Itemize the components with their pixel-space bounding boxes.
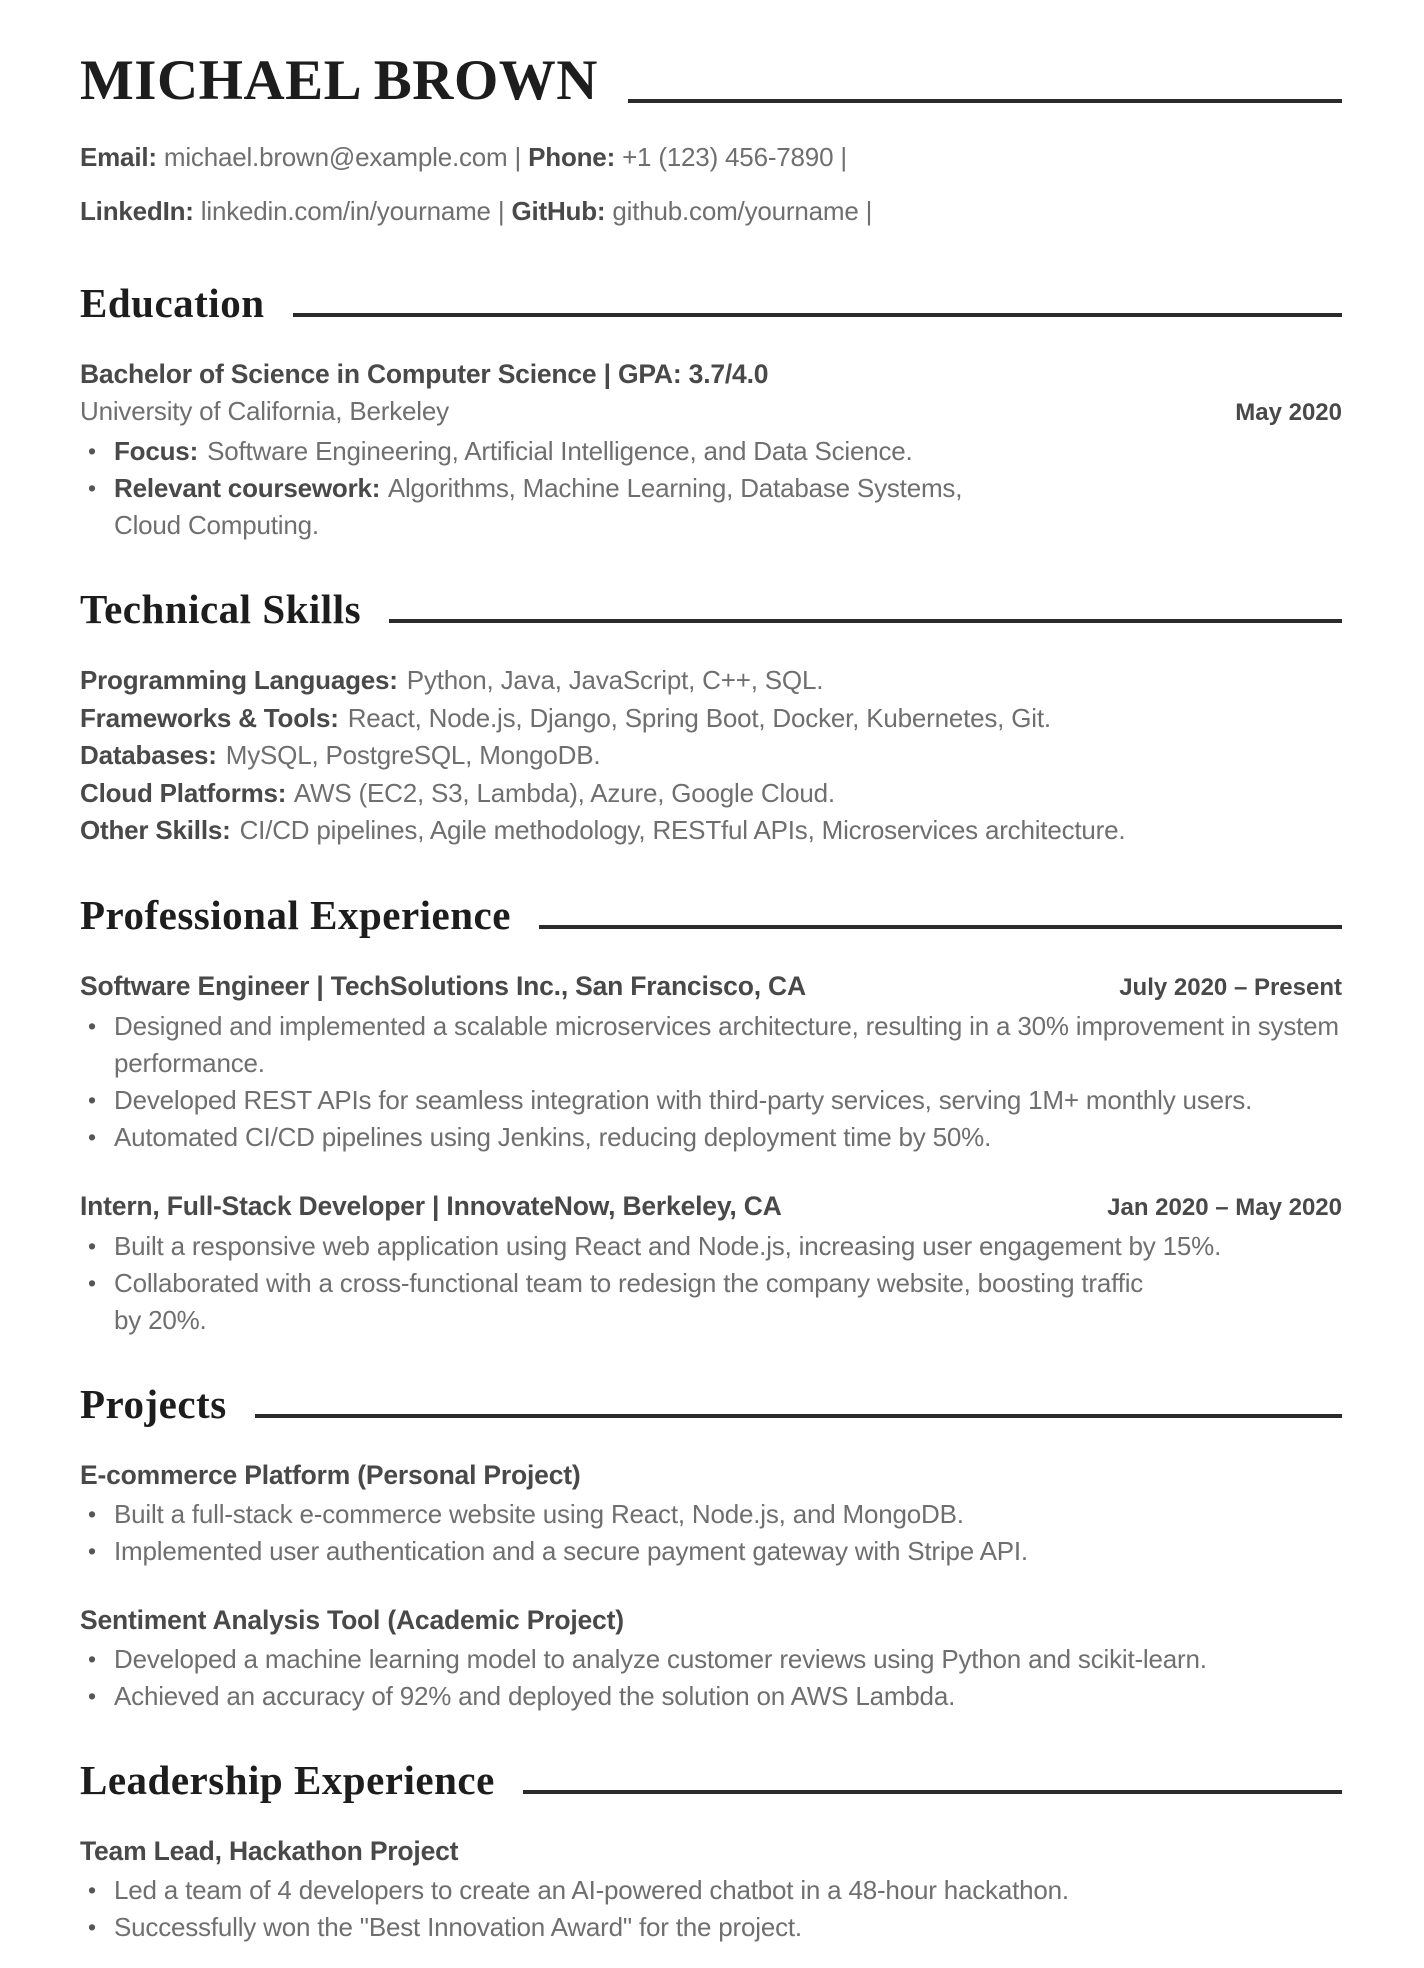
list-item (80, 433, 1342, 470)
bullet-label: Relevant coursework: (114, 473, 381, 503)
bullet-text: Developed a machine learning model to analyze customer reviews using Python and scikit-learn. (114, 1643, 1207, 1674)
skill-label: Programming Languages: (80, 665, 398, 695)
leadership-bullets (80, 1872, 1342, 1946)
section-heading-row (80, 586, 1342, 632)
school-row (80, 393, 1342, 431)
education-entry (80, 356, 1342, 544)
project-title: Sentiment Analysis Tool (Academic Project) (80, 1604, 624, 1635)
list-item (80, 1119, 1342, 1156)
skill-row (80, 812, 1342, 850)
skill-label: Databases: (80, 740, 217, 770)
job-title-row (80, 968, 1342, 1006)
skill-row (80, 700, 1342, 738)
section-rule (389, 619, 1342, 623)
section-technical-skills (80, 586, 1342, 850)
bullet-label: Focus: (114, 436, 199, 466)
page-title: MICHAEL BROWN (80, 49, 598, 112)
separator: | (514, 142, 522, 172)
section-rule (293, 313, 1343, 317)
education-bullets (80, 433, 1342, 544)
list-item (80, 1678, 1342, 1715)
professional-experience-heading: Professional Experience (80, 891, 511, 938)
section-heading-row (80, 892, 1342, 938)
contact-line-linkedin-github (80, 184, 1342, 238)
list-item (80, 1533, 1342, 1570)
section-rule (523, 1790, 1342, 1794)
skill-row (80, 775, 1342, 813)
bullet-text: Successfully won the "Best Innovation Award" for the project. (114, 1911, 802, 1942)
school-name: University of California, Berkeley (80, 396, 449, 426)
bullet-text: Collaborated with a cross-functional team to redesign the company website, boosting traffic by 20%. (114, 1267, 1144, 1335)
list-item (80, 1909, 1342, 1946)
list-item (80, 1496, 1342, 1533)
skill-label: Frameworks & Tools: (80, 702, 339, 733)
project-entry (80, 1602, 1342, 1715)
skill-label: Other Skills: (80, 815, 231, 845)
email-value: michael.brown@example.com (163, 142, 508, 172)
section-heading-row (80, 280, 1342, 326)
projects-heading: Projects (80, 1380, 227, 1427)
skill-row (80, 662, 1342, 700)
section-projects (80, 1381, 1342, 1715)
bullet-text: Implemented user authentication and a secure payment gateway with Stripe API. (114, 1535, 1028, 1566)
bullet-text: Algorithms, Machine Learning, Database Systems, Cloud Computing. (114, 473, 963, 540)
skills-list (80, 662, 1342, 850)
bullet-text: Led a team of 4 developers to create an AI-powered chatbot in a 48-hour hackathon. (114, 1874, 1069, 1905)
skill-row (80, 737, 1342, 775)
header-rule (628, 99, 1342, 103)
leadership-title-row (80, 1833, 1342, 1870)
bullet-text: Software Engineering, Artificial Intelligence, and Data Science. (207, 436, 913, 466)
leadership-entry (80, 1833, 1342, 1946)
separator: | (840, 142, 847, 172)
job-title-row (80, 1188, 1342, 1226)
github-label: GitHub: (511, 196, 606, 226)
phone-label: Phone: (528, 142, 616, 172)
job-entry (80, 968, 1342, 1156)
github-value: github.com/yourname (612, 196, 859, 226)
bullet-text: Designed and implemented a scalable microservices architecture, resulting in a 30% improvement in system performance. (114, 1010, 1339, 1078)
list-item (80, 1228, 1342, 1265)
separator: | (865, 196, 873, 226)
section-leadership-experience (80, 1757, 1342, 1946)
skill-text: React, Node.js, Django, Spring Boot, Docker, Kubernetes, Git. (347, 702, 1051, 733)
skill-label: Cloud Platforms: (80, 777, 287, 808)
job-entry (80, 1188, 1342, 1339)
list-item (80, 1008, 1342, 1082)
degree-title: Bachelor of Science in Computer Science | GPA: 3.7/4.0 (80, 359, 769, 389)
leadership-experience-heading: Leadership Experience (80, 1756, 495, 1803)
degree-row (80, 356, 1342, 393)
contact-line-email-phone (80, 130, 1342, 184)
project-title: E-commerce Platform (Personal Project) (80, 1459, 581, 1490)
bullet-text: Developed REST APIs for seamless integration with third-party services, serving 1M+ monthly users. (114, 1084, 1253, 1115)
project-bullets (80, 1641, 1342, 1715)
job-title: Software Engineer | TechSolutions Inc., San Francisco, CA (80, 970, 806, 1001)
project-title-row (80, 1602, 1342, 1639)
leadership-title: Team Lead, Hackathon Project (80, 1835, 459, 1866)
project-bullets (80, 1496, 1342, 1570)
project-title-row (80, 1457, 1342, 1494)
email-label: Email: (80, 142, 157, 172)
bullet-text: Achieved an accuracy of 92% and deployed the solution on AWS Lambda. (114, 1680, 956, 1711)
section-rule (539, 925, 1342, 929)
education-date: May 2020 (1235, 399, 1342, 426)
list-item (80, 1265, 1155, 1339)
skill-text: CI/CD pipelines, Agile methodology, RESTful APIs, Microservices architecture. (239, 815, 1126, 845)
header (80, 49, 1342, 112)
section-heading-row (80, 1381, 1342, 1427)
list-item (80, 1641, 1342, 1678)
bullet-text: Built a full-stack e-commerce website using React, Node.js, and MongoDB. (114, 1498, 964, 1529)
job-date: July 2020 – Present (1119, 973, 1342, 1001)
job-bullets (80, 1008, 1342, 1156)
project-entry (80, 1457, 1342, 1570)
list-item (80, 1082, 1342, 1119)
skill-text: MySQL, PostgreSQL, MongoDB. (225, 740, 601, 770)
section-education (80, 280, 1342, 544)
list-item (80, 470, 985, 544)
bullet-text: Built a responsive web application using React and Node.js, increasing user engagement by 15%. (114, 1230, 1222, 1261)
bullet-text: Automated CI/CD pipelines using Jenkins, reducing deployment time by 50%. (114, 1121, 992, 1152)
section-rule (255, 1414, 1342, 1418)
separator: | (497, 196, 505, 226)
contact-info (80, 130, 1342, 238)
section-professional-experience (80, 892, 1342, 1339)
job-bullets (80, 1228, 1342, 1339)
linkedin-label: LinkedIn: (80, 196, 194, 226)
education-heading: Education (80, 280, 265, 326)
section-heading-row (80, 1757, 1342, 1803)
job-title: Intern, Full-Stack Developer | InnovateNow, Berkeley, CA (80, 1190, 782, 1221)
phone-value: +1 (123) 456-7890 (622, 142, 834, 172)
list-item (80, 1872, 1342, 1909)
technical-skills-heading: Technical Skills (80, 586, 362, 632)
skill-text: AWS (EC2, S3, Lambda), Azure, Google Cloud. (293, 777, 835, 808)
skill-text: Python, Java, JavaScript, C++, SQL. (406, 665, 824, 695)
job-date: Jan 2020 – May 2020 (1107, 1193, 1342, 1221)
linkedin-value: linkedin.com/in/yourname (200, 196, 491, 226)
